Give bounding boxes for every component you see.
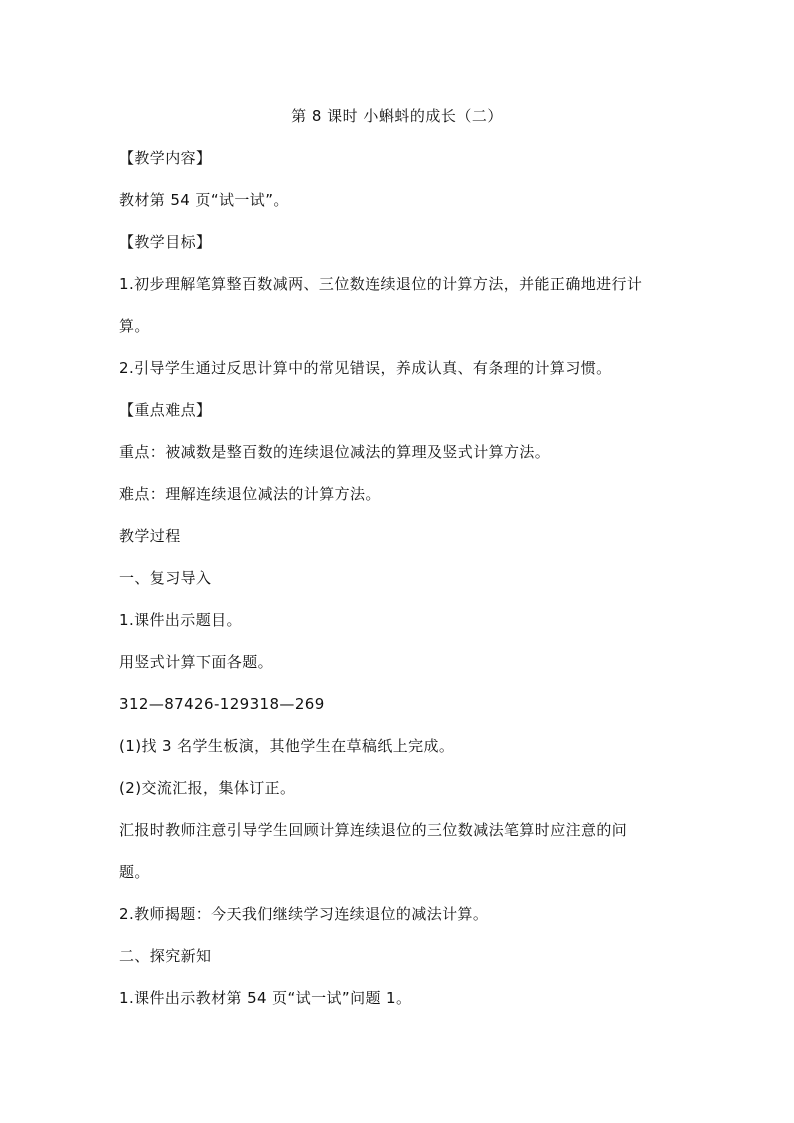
page-title: 第 8 课时 小蝌蚪的成长（二） bbox=[291, 107, 503, 125]
instruction-text: 用竖式计算下面各题。 bbox=[119, 653, 274, 671]
key-point: 重点：被减数是整百数的连续退位减法的算理及竖式计算方法。 bbox=[119, 443, 551, 461]
step-1: 1.课件出示题目。 bbox=[119, 611, 242, 629]
paragraph-content: 教材第 54 页“试一试”。 bbox=[119, 191, 289, 209]
section-heading-objectives: 【教学目标】 bbox=[119, 233, 212, 251]
difficult-point: 难点：理解连续退位减法的计算方法。 bbox=[119, 485, 381, 503]
step-3: 1.课件出示教材第 54 页“试一试”问题 1。 bbox=[119, 989, 412, 1007]
teacher-note-line-2: 题。 bbox=[119, 863, 150, 881]
teacher-note-line-1: 汇报时教师注意引导学生回顾计算连续退位的三位数减法笔算时应注意的问 bbox=[119, 821, 628, 839]
part-2-heading: 二、探究新知 bbox=[119, 947, 212, 965]
part-1-heading: 一、复习导入 bbox=[119, 569, 212, 587]
objective-1-line-1: 1.初步理解笔算整百数减两、三位数连续退位的计算方法，并能正确地进行计 bbox=[119, 275, 643, 293]
section-heading-key-points: 【重点难点】 bbox=[119, 401, 212, 419]
step-2: 2.教师揭题：今天我们继续学习连续退位的减法计算。 bbox=[119, 905, 489, 923]
section-heading-process: 教学过程 bbox=[119, 527, 181, 545]
objective-2: 2.引导学生通过反思计算中的常见错误，养成认真、有条理的计算习惯。 bbox=[119, 359, 612, 377]
math-problems: 312—87426-129318—269 bbox=[119, 695, 325, 713]
substep-1: (1)找 3 名学生板演，其他学生在草稿纸上完成。 bbox=[119, 737, 455, 755]
substep-2: (2)交流汇报，集体订正。 bbox=[119, 779, 296, 797]
section-heading-content: 【教学内容】 bbox=[119, 149, 212, 167]
objective-1-line-2: 算。 bbox=[119, 317, 150, 335]
